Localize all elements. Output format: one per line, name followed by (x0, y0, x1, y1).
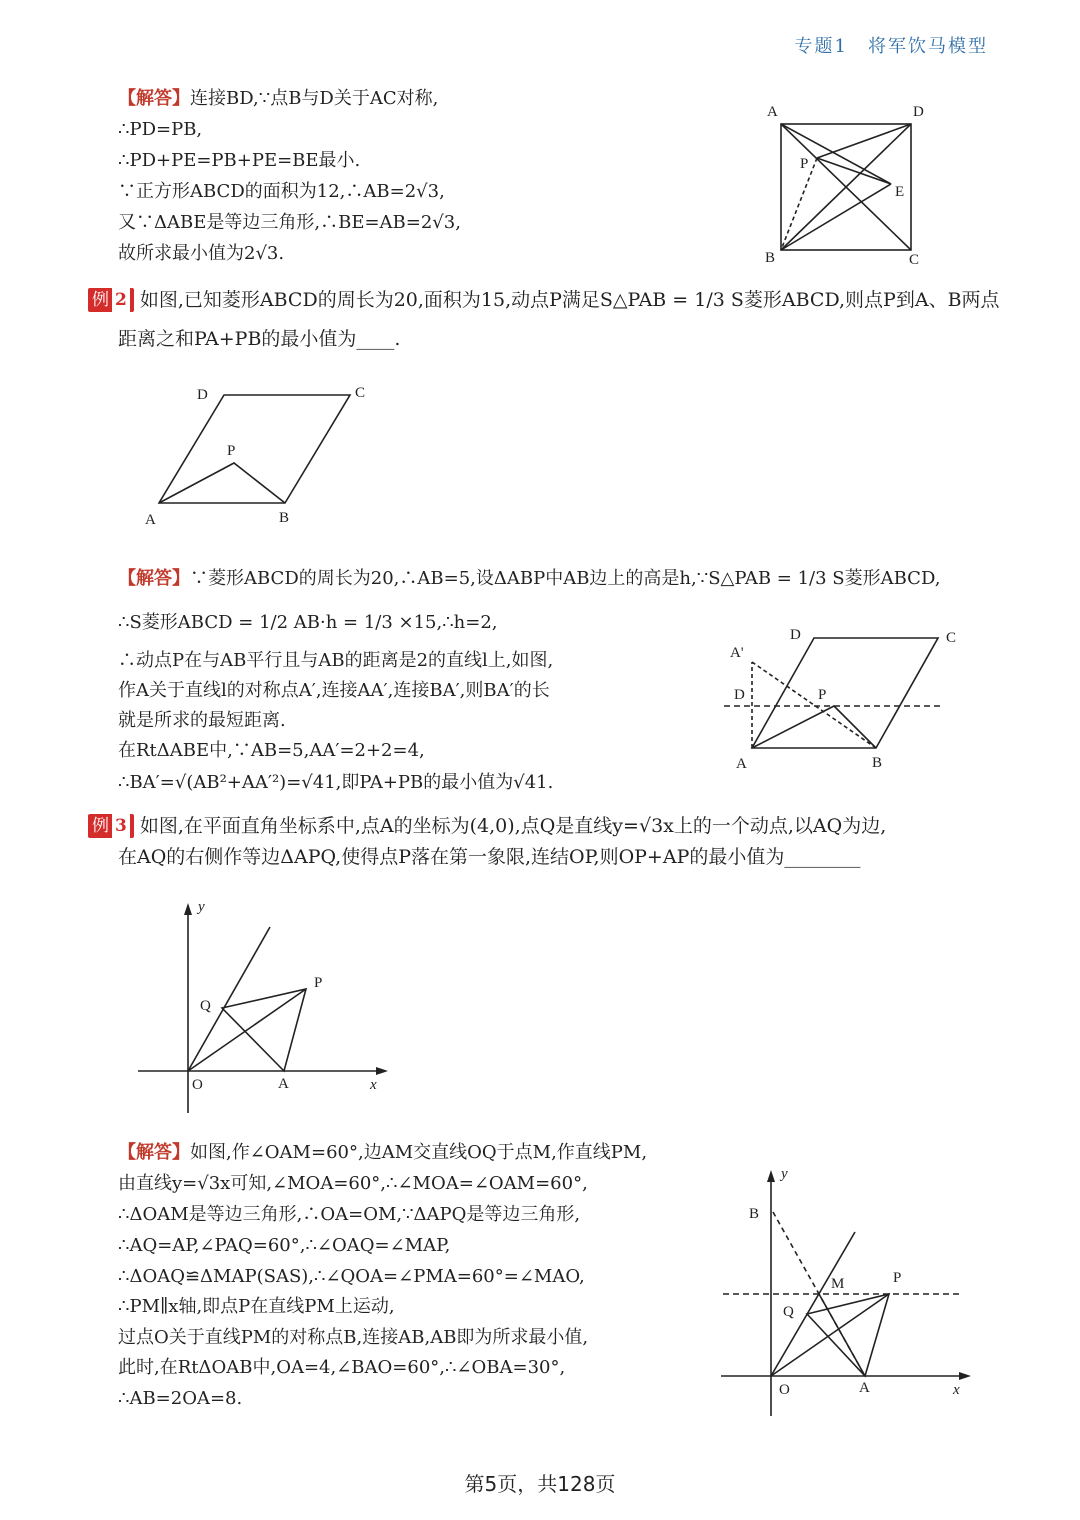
label-m: M (831, 1276, 845, 1292)
segment-pd (817, 124, 911, 158)
label-q: Q (783, 1304, 794, 1320)
rhombus-abcd (752, 638, 938, 748)
solution-3-line: 此时,在RtΔOAB中,OA=4,∠BAO=60°,∴∠OBA=30°, (118, 1357, 566, 1378)
figure-coordinate (130, 895, 400, 1120)
triangle-apq (222, 989, 306, 1071)
example-3-text: 如图,在平面直角坐标系中,点A的坐标为(4,0),点Q是直线y=√3x上的一个动点,以AQ为边, (139, 815, 887, 837)
solution-1-line: ∴PD=PB, (118, 119, 203, 140)
figure-coordinate-reflection (715, 1160, 980, 1425)
label-d: D (197, 387, 208, 403)
label-p: P (893, 1270, 902, 1286)
solution-2-line: ∴BA′=√(AB²+AA′²)=√41,即PA+PB的最小值为√41. (118, 772, 554, 793)
solution-tag: 【解答】 (118, 88, 190, 109)
label-d: D (913, 104, 924, 120)
label-c: C (946, 630, 957, 646)
label-c: C (909, 252, 920, 268)
solution-3-text: 如图,作∠OAM=60°,边AM交直线OQ于点M,作直线PM, (190, 1142, 648, 1163)
label-p: P (314, 975, 323, 991)
label-a-prime: A' (730, 645, 744, 661)
segments-pa-pb (752, 706, 876, 748)
label-o: O (192, 1077, 203, 1093)
example-badge: 例 2 (88, 288, 134, 312)
label-p: P (800, 156, 809, 172)
label-d-prime: D (734, 687, 745, 703)
label-b: B (872, 755, 883, 771)
solution-2-line (118, 568, 940, 590)
label-q: Q (200, 998, 211, 1014)
solution-3-line: 过点O关于直线PM的对称点B,连接AB,AB即为所求最小值, (118, 1327, 589, 1348)
solution-3-line (118, 1142, 647, 1164)
solution-3-line: ∴ΔOAQ≌ΔMAP(SAS),∴∠QOA=∠PMA=60°=∠MAO, (118, 1266, 585, 1287)
figure-rhombus-reflection (720, 622, 970, 772)
figure-rhombus (135, 375, 395, 535)
segment-pb-dashed (781, 158, 817, 250)
label-a: A (767, 104, 778, 120)
y-arrow-icon (184, 903, 192, 915)
solution-2-line: 作A关于直线l的对称点A′,连接AA′,连接BA′,则BA′的长 (118, 680, 550, 701)
label-e: E (895, 184, 905, 200)
label-b: B (279, 510, 290, 526)
segments-pa-pb (159, 463, 285, 503)
solution-tag: 【解答】 (118, 568, 190, 589)
solution-3-line: ∴ΔOAM是等边三角形,∴OA=OM,∵ΔAPQ是等边三角形, (118, 1204, 581, 1225)
segment-ae (781, 124, 891, 184)
solution-2-line: 在RtΔABE中,∵AB=5,AA′=2+2=4, (118, 740, 425, 761)
triangle-apq (807, 1294, 889, 1376)
label-x: x (370, 1077, 377, 1093)
solution-2-line: 就是所求的最短距离. (118, 710, 286, 731)
segment-be (781, 184, 891, 250)
x-arrow-icon (959, 1372, 971, 1380)
label-b: B (749, 1206, 760, 1222)
solution-2-text: ∵菱形ABCD的周长为20,∴AB=5,设ΔABP中AB边上的高是h,∵S△PAB = 1/3 S菱形ABCD, (190, 568, 941, 589)
solution-1-line: ∵正方形ABCD的面积为12,∴AB=2√3, (118, 181, 445, 202)
label-a: A (859, 1380, 870, 1396)
solution-3-line: ∴AB=2OA=8. (118, 1388, 243, 1409)
label-y: y (198, 899, 205, 915)
page-number: 第5页，共128页 (464, 1472, 616, 1496)
label-a: A (278, 1076, 289, 1092)
solution-1-line (118, 88, 438, 110)
label-p: P (227, 443, 236, 459)
label-p: P (818, 687, 827, 703)
example-2-text: 如图,已知菱形ABCD的周长为20,面积为15,动点P满足S△PAB = 1/3 S菱形ABCD,则点P到A、B两点 (139, 289, 1000, 311)
label-d: D (790, 627, 801, 643)
example-2-line: 距离之和PA+PB的最小值为____. (118, 328, 401, 350)
solution-2-line: ∴S菱形ABCD = 1/2 AB·h = 1/3 ×15,∴h=2, (118, 612, 498, 633)
example-badge: 例 3 (88, 814, 134, 838)
segment-ba1-dashed (752, 662, 876, 748)
figure-square (755, 100, 925, 270)
running-header: 专题1 将军饮马模型 (794, 36, 988, 57)
label-y: y (781, 1166, 788, 1182)
solution-3-line: 由直线y=√3x可知,∠MOA=60°,∴∠MOA=∠OAM=60°, (118, 1173, 588, 1194)
example-2-line (88, 289, 1000, 313)
label-a: A (145, 512, 156, 528)
label-x: x (953, 1382, 960, 1398)
solution-2-line: ∴动点P在与AB平行且与AB的距离是2的直线l上,如图, (118, 650, 554, 671)
example-3-line: 在AQ的右侧作等边ΔAPQ,使得点P落在第一象限,连结OP,则OP+AP的最小值为________ (118, 846, 861, 868)
solution-3-line: ∴AQ=AP,∠PAQ=60°,∴∠OAQ=∠MAP, (118, 1235, 451, 1256)
solution-1-line: ∴PD+PE=PB+PE=BE最小. (118, 150, 361, 171)
example-3-line (88, 815, 994, 839)
solution-3-line: ∴PM∥x轴,即点P在直线PM上运动, (118, 1296, 395, 1317)
y-arrow-icon (767, 1170, 775, 1182)
label-c: C (355, 385, 366, 401)
label-o: O (779, 1382, 790, 1398)
solution-tag: 【解答】 (118, 1142, 190, 1163)
x-arrow-icon (376, 1067, 388, 1075)
label-a: A (736, 756, 747, 772)
label-b: B (765, 250, 776, 266)
solution-1-line: 又∵ΔABE是等边三角形,∴BE=AB=2√3, (118, 212, 461, 233)
solution-1-line: 故所求最小值为2√3. (118, 243, 285, 264)
solution-1-text: 连接BD,∵点B与D关于AC对称, (190, 88, 439, 109)
rhombus-abcd (159, 395, 350, 503)
